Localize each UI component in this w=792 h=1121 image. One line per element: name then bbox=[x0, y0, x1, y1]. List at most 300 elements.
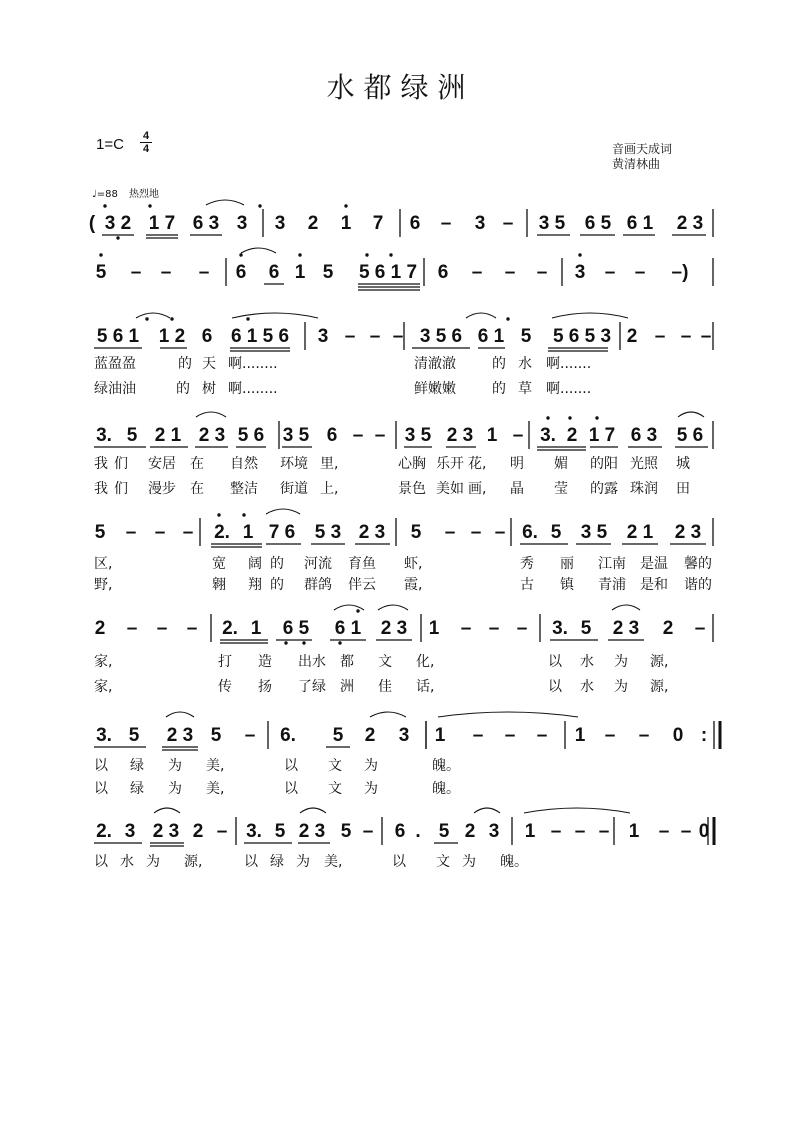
r6a-lyric: 以 bbox=[548, 654, 562, 670]
r4-note: 3. bbox=[96, 425, 112, 446]
r4-note: 3 5 bbox=[404, 425, 432, 446]
r4a-lyric: 的阳 bbox=[590, 456, 618, 472]
r6a-lyric: 为 bbox=[614, 654, 628, 670]
r5-note: – bbox=[470, 522, 482, 543]
r4-note: 2 3 bbox=[446, 425, 474, 446]
lyricist-credit: 音画天成词 bbox=[612, 142, 673, 156]
r8-note: 5 bbox=[340, 821, 352, 842]
r3-note: – bbox=[392, 326, 404, 347]
r5-note: 2. bbox=[214, 522, 230, 543]
r6-note: – bbox=[460, 618, 472, 639]
r1-note: 3 bbox=[274, 213, 286, 234]
slur bbox=[378, 605, 408, 610]
r3b-lyric: 的 bbox=[492, 381, 506, 397]
r7a-lyric: 以 bbox=[94, 758, 108, 774]
r6-note: 2 3 bbox=[612, 618, 640, 639]
r2-note: – bbox=[634, 262, 646, 283]
r1-note: 3 bbox=[474, 213, 486, 234]
r6a-lyric: 出水 bbox=[298, 654, 326, 670]
r3a-lyric: 清澈澈 bbox=[414, 356, 456, 372]
slur bbox=[474, 808, 500, 813]
r4b-lyric: 在 bbox=[190, 481, 204, 497]
r4-note: 5 6 bbox=[237, 425, 265, 446]
r4-note: 2 1 bbox=[154, 425, 182, 446]
r4-note: 5 6 bbox=[676, 425, 704, 446]
r8a-lyric: 源, bbox=[184, 854, 203, 870]
r5-note: 2 3 bbox=[358, 522, 386, 543]
r5a-lyric: 河流 bbox=[304, 556, 332, 572]
r8-note: 3 bbox=[488, 821, 500, 842]
r1-note: 3 bbox=[236, 213, 248, 234]
r4a-lyric: 在 bbox=[190, 456, 204, 472]
r5b-lyric: 是和 bbox=[640, 577, 668, 593]
r7b-lyric: 以 bbox=[284, 781, 298, 797]
time-signature-top: 4 bbox=[142, 130, 150, 142]
r5a-lyric: 虾, bbox=[404, 556, 423, 572]
r5-note: 5 bbox=[550, 522, 562, 543]
r4-note: – bbox=[374, 425, 386, 446]
r5a-lyric: 秀 bbox=[520, 556, 534, 572]
slur bbox=[466, 313, 496, 318]
r8a-lyric: 为 bbox=[296, 854, 310, 870]
r6a-lyric: 造 bbox=[258, 654, 272, 670]
r6a-lyric: 文 bbox=[378, 654, 392, 670]
r8-note: 0 bbox=[698, 821, 710, 842]
r4a-lyric: 花, bbox=[468, 456, 487, 472]
r3-note: – bbox=[700, 326, 712, 347]
tempo-value: ♩=88 bbox=[92, 189, 118, 200]
r5-note: 1 bbox=[242, 522, 254, 543]
octave-dot bbox=[103, 204, 106, 207]
r5-note: 2 1 bbox=[626, 522, 654, 543]
r4b-lyric: 上, bbox=[320, 481, 339, 497]
r7a-lyric: 为 bbox=[168, 758, 182, 774]
r5b-lyric: 青浦 bbox=[598, 577, 626, 593]
r3-note: 6 bbox=[201, 326, 213, 347]
composer-credit: 黄清林曲 bbox=[612, 157, 661, 171]
r4-note: 6 bbox=[326, 425, 338, 446]
r6b-lyric: 以 bbox=[548, 679, 562, 695]
r5-note: – bbox=[444, 522, 456, 543]
octave-dot bbox=[170, 317, 173, 320]
song-title: 水 都 绿 洲 bbox=[326, 71, 466, 104]
octave-dot bbox=[356, 609, 359, 612]
r5b-lyric: 群鸽 bbox=[304, 577, 332, 593]
r8a-lyric: 文 bbox=[436, 854, 450, 870]
slur bbox=[334, 605, 364, 610]
r7-note: 5 bbox=[128, 725, 140, 746]
r3-note: 5 6 1 bbox=[96, 326, 140, 347]
slur bbox=[300, 808, 326, 813]
r4-note: 3 5 bbox=[282, 425, 310, 446]
r7a-lyric: 文 bbox=[328, 758, 342, 774]
r2-note: 5 bbox=[322, 262, 334, 283]
r5-note: 2 3 bbox=[674, 522, 702, 543]
r5a-lyric: 丽 bbox=[560, 556, 574, 572]
r6a-lyric: 水 bbox=[580, 654, 594, 670]
r8a-lyric: 绿 bbox=[270, 854, 284, 870]
r4-note: 2 3 bbox=[198, 425, 226, 446]
slur bbox=[612, 605, 640, 610]
r4b-lyric: 的露 bbox=[590, 481, 618, 497]
r7b-lyric: 为 bbox=[364, 781, 378, 797]
r6b-lyric: 洲 bbox=[340, 679, 354, 695]
r7-note: 0 bbox=[672, 725, 684, 746]
r4b-lyric: 莹 bbox=[554, 481, 568, 497]
r7a-lyric: 绿 bbox=[130, 758, 144, 774]
r4b-lyric: 景色 bbox=[398, 481, 426, 497]
r8-note: – bbox=[680, 821, 692, 842]
r1-note: 2 bbox=[307, 213, 319, 234]
slur bbox=[524, 808, 630, 813]
r6a-lyric: 打 bbox=[218, 654, 232, 670]
r8a-lyric: 水 bbox=[120, 854, 134, 870]
octave-dot bbox=[365, 253, 368, 256]
r4b-lyric: 晶 bbox=[510, 481, 524, 497]
r6b-lyric: 佳 bbox=[378, 679, 392, 695]
r4b-lyric: 田 bbox=[676, 481, 690, 497]
r1-note: 1 bbox=[340, 213, 352, 234]
r4-note: 1 bbox=[486, 425, 498, 446]
r4b-lyric: 我 bbox=[94, 481, 108, 497]
r2-note: 6 bbox=[437, 262, 449, 283]
r3-note: 2 bbox=[626, 326, 638, 347]
r4a-lyric: 自然 bbox=[230, 456, 258, 472]
r5b-lyric: 翱 bbox=[212, 577, 226, 593]
r6a-lyric: 家, bbox=[94, 654, 113, 670]
r6-note: 5 bbox=[580, 618, 592, 639]
r7b-lyric: 美, bbox=[206, 781, 225, 797]
r5a-lyric: 的 bbox=[270, 556, 284, 572]
r5b-lyric: 霞, bbox=[404, 577, 423, 593]
r2-note: – bbox=[536, 262, 548, 283]
r7-note: – bbox=[536, 725, 548, 746]
r8-note: 2 3 bbox=[152, 821, 180, 842]
octave-dot bbox=[546, 416, 549, 419]
r8-note: 2 3 bbox=[298, 821, 326, 842]
r6-note: 1 bbox=[428, 618, 440, 639]
r8a-lyric: 为 bbox=[146, 854, 160, 870]
slur bbox=[241, 248, 276, 253]
r6b-lyric: 源, bbox=[650, 679, 669, 695]
r7b-lyric: 魄。 bbox=[432, 781, 460, 797]
r3-note: 3 bbox=[317, 326, 329, 347]
r4a-lyric: 我 bbox=[94, 456, 108, 472]
slur bbox=[438, 712, 578, 717]
slur bbox=[206, 200, 244, 205]
r1-note: 6 5 bbox=[584, 213, 612, 234]
r4-note: 5 bbox=[126, 425, 138, 446]
r5b-lyric: 古 bbox=[520, 577, 534, 593]
octave-dot bbox=[246, 317, 249, 320]
r6-note: – bbox=[186, 618, 198, 639]
r5-note: 5 bbox=[94, 522, 106, 543]
r7-note: – bbox=[504, 725, 516, 746]
octave-dot bbox=[258, 204, 261, 207]
r5b-lyric: 谐的 bbox=[684, 577, 712, 593]
octave-dot bbox=[239, 253, 242, 256]
r3b-lyric: 的 bbox=[176, 381, 190, 397]
r8-note: – bbox=[216, 821, 228, 842]
r4b-lyric: 画, bbox=[468, 481, 487, 497]
r7b-lyric: 文 bbox=[328, 781, 342, 797]
slur bbox=[266, 509, 300, 514]
r5a-lyric: 是温 bbox=[640, 556, 668, 572]
r3a-lyric: 的 bbox=[492, 356, 506, 372]
r3-note: 3 5 6 bbox=[419, 326, 463, 347]
octave-dot bbox=[99, 253, 102, 256]
r8-note: 5 bbox=[438, 821, 450, 842]
r6-note: 2 bbox=[662, 618, 674, 639]
r7b-lyric: 绿 bbox=[130, 781, 144, 797]
r7-note: – bbox=[244, 725, 256, 746]
r8-note: – bbox=[362, 821, 374, 842]
octave-dot bbox=[506, 317, 509, 320]
r4a-lyric: 媚 bbox=[554, 456, 568, 472]
r7-note: 2 bbox=[364, 725, 376, 746]
r3a-lyric: 啊....... bbox=[546, 356, 592, 372]
r1-note: – bbox=[440, 213, 452, 234]
r3-note: – bbox=[344, 326, 356, 347]
r6b-lyric: 扬 bbox=[258, 679, 272, 695]
r4a-lyric: 光照 bbox=[630, 456, 658, 472]
r2-note: 3 bbox=[574, 262, 586, 283]
octave-dot bbox=[344, 204, 347, 207]
r2-note: – bbox=[130, 262, 142, 283]
r5-note: – bbox=[182, 522, 194, 543]
r3-note: – bbox=[680, 326, 692, 347]
r5-note: 5 3 bbox=[314, 522, 342, 543]
r7-note: 3. bbox=[96, 725, 112, 746]
r1-note: 6 bbox=[409, 213, 421, 234]
r1-note: 6 1 bbox=[626, 213, 654, 234]
key-signature: 1=C bbox=[96, 136, 124, 153]
r7-note: 5 bbox=[210, 725, 222, 746]
r4a-lyric: 们 bbox=[114, 456, 128, 472]
r8a-lyric: 以 bbox=[392, 854, 406, 870]
r8-note: – bbox=[658, 821, 670, 842]
r8-note: 1 bbox=[524, 821, 536, 842]
octave-dot bbox=[338, 641, 341, 644]
r4-note: 6 3 bbox=[630, 425, 658, 446]
r1-note: 1 7 bbox=[148, 213, 176, 234]
r4-note: – bbox=[352, 425, 364, 446]
octave-dot bbox=[302, 641, 305, 644]
octave-dot bbox=[568, 416, 571, 419]
r3a-lyric: 蓝盈盈 bbox=[94, 356, 136, 372]
slur bbox=[136, 313, 170, 318]
slur bbox=[678, 412, 704, 417]
r4a-lyric: 里, bbox=[320, 456, 339, 472]
octave-dot bbox=[148, 204, 151, 207]
r2-note: – bbox=[198, 262, 210, 283]
octave-dot bbox=[578, 253, 581, 256]
r7-note: : bbox=[700, 725, 708, 746]
r8-note: 6 bbox=[394, 821, 406, 842]
r5-note: 7 6 bbox=[268, 522, 296, 543]
r3b-lyric: 啊........ bbox=[228, 381, 278, 397]
r6-note: 2 3 bbox=[380, 618, 408, 639]
r2-note: 5 6 1 7 bbox=[358, 262, 418, 283]
r2-note: – bbox=[504, 262, 516, 283]
r8a-lyric: 美, bbox=[324, 854, 343, 870]
r2-note: –) bbox=[671, 262, 689, 283]
r4a-lyric: 城 bbox=[676, 456, 690, 472]
r7a-lyric: 以 bbox=[284, 758, 298, 774]
r2-note: 5 bbox=[95, 262, 107, 283]
r6b-lyric: 话, bbox=[416, 679, 435, 695]
r5-note: 3 5 bbox=[580, 522, 608, 543]
r2-note: – bbox=[160, 262, 172, 283]
slur bbox=[196, 412, 226, 417]
r3b-lyric: 啊....... bbox=[546, 381, 592, 397]
octave-dot bbox=[217, 513, 220, 516]
r8-note: 1 bbox=[628, 821, 640, 842]
r8-note: 2 bbox=[192, 821, 204, 842]
octave-dot bbox=[116, 236, 119, 239]
octave-dot bbox=[389, 253, 392, 256]
r5-note: 5 bbox=[410, 522, 422, 543]
r4b-lyric: 街道 bbox=[280, 481, 308, 497]
r2-note: 6 bbox=[235, 262, 247, 283]
r8a-lyric: 为 bbox=[462, 854, 476, 870]
r7a-lyric: 为 bbox=[364, 758, 378, 774]
r5b-lyric: 翔 bbox=[248, 577, 262, 593]
r6-note: 1 bbox=[250, 618, 262, 639]
r1-note: – bbox=[502, 213, 514, 234]
r7-note: – bbox=[638, 725, 650, 746]
r8a-lyric: 以 bbox=[94, 854, 108, 870]
r6b-lyric: 了绿 bbox=[298, 679, 326, 695]
r6a-lyric: 化, bbox=[416, 654, 435, 670]
r3b-lyric: 树 bbox=[202, 381, 216, 397]
r4b-lyric: 整洁 bbox=[230, 481, 258, 497]
octave-dot bbox=[595, 416, 598, 419]
r8-note: 3 bbox=[124, 821, 136, 842]
r5a-lyric: 馨的 bbox=[684, 556, 712, 572]
octave-dot bbox=[242, 513, 245, 516]
r3-note: 5 bbox=[520, 326, 532, 347]
r3-note: 1 2 bbox=[158, 326, 186, 347]
r4a-lyric: 乐开 bbox=[436, 456, 464, 472]
r6-note: – bbox=[126, 618, 138, 639]
slur bbox=[154, 808, 180, 813]
r1-note: 6 3 bbox=[192, 213, 220, 234]
r5-note: – bbox=[494, 522, 506, 543]
r3b-lyric: 绿油油 bbox=[94, 381, 136, 397]
r6-note: 2. bbox=[222, 618, 238, 639]
r6a-lyric: 源, bbox=[650, 654, 669, 670]
r5a-lyric: 江南 bbox=[598, 556, 626, 572]
r3b-lyric: 草 bbox=[518, 381, 532, 397]
r3a-lyric: 水 bbox=[518, 356, 532, 372]
tempo-marking: 热烈地 bbox=[129, 189, 160, 200]
r7-note: – bbox=[472, 725, 484, 746]
r7-note: – bbox=[604, 725, 616, 746]
r4a-lyric: 明 bbox=[510, 456, 524, 472]
r3a-lyric: 天 bbox=[202, 356, 216, 372]
r6-note: – bbox=[694, 618, 706, 639]
r5-note: 6. bbox=[522, 522, 538, 543]
r4b-lyric: 美如 bbox=[436, 481, 464, 497]
octave-dot bbox=[298, 253, 301, 256]
r2-note: 6 bbox=[268, 262, 280, 283]
r1-note: 7 bbox=[372, 213, 384, 234]
r6b-lyric: 水 bbox=[580, 679, 594, 695]
r6a-lyric: 都 bbox=[340, 654, 354, 670]
r6-note: 6 5 bbox=[282, 618, 310, 639]
r8-note: . bbox=[415, 821, 421, 842]
r6-note: – bbox=[488, 618, 500, 639]
r8-note: 2. bbox=[96, 821, 112, 842]
r7-note: 6. bbox=[280, 725, 296, 746]
r7-note: 1 bbox=[574, 725, 586, 746]
r2-note: – bbox=[471, 262, 483, 283]
r8-note: – bbox=[598, 821, 610, 842]
r8-note: – bbox=[550, 821, 562, 842]
r5b-lyric: 的 bbox=[270, 577, 284, 593]
r2-note: 1 bbox=[294, 262, 306, 283]
r6-note: 6 1 bbox=[334, 618, 362, 639]
r6-note: 3. bbox=[552, 618, 568, 639]
r4a-lyric: 环境 bbox=[280, 456, 308, 472]
r8-note: 3. bbox=[246, 821, 262, 842]
r5-note: – bbox=[154, 522, 166, 543]
r3-note: – bbox=[654, 326, 666, 347]
r5b-lyric: 伴云 bbox=[348, 577, 376, 593]
r4b-lyric: 珠润 bbox=[630, 481, 658, 497]
slur bbox=[552, 313, 628, 318]
r5-note: – bbox=[125, 522, 137, 543]
r7a-lyric: 美, bbox=[206, 758, 225, 774]
r5a-lyric: 区, bbox=[94, 556, 113, 572]
r5b-lyric: 镇 bbox=[560, 577, 574, 593]
r3a-lyric: 的 bbox=[178, 356, 192, 372]
r4-note: 2 bbox=[566, 425, 578, 446]
r3a-lyric: 啊........ bbox=[228, 356, 278, 372]
r5b-lyric: 野, bbox=[94, 577, 113, 593]
r7b-lyric: 为 bbox=[168, 781, 182, 797]
octave-dot bbox=[145, 317, 148, 320]
r8a-lyric: 以 bbox=[244, 854, 258, 870]
r3-note: – bbox=[369, 326, 381, 347]
r5a-lyric: 阔 bbox=[248, 556, 262, 572]
r5a-lyric: 育鱼 bbox=[348, 556, 376, 572]
r3-note: 5 6 5 3 bbox=[552, 326, 612, 347]
r2-note: – bbox=[604, 262, 616, 283]
r6b-lyric: 为 bbox=[614, 679, 628, 695]
r4a-lyric: 安居 bbox=[148, 456, 176, 472]
r8-note: – bbox=[574, 821, 586, 842]
time-signature-bottom: 4 bbox=[142, 143, 150, 155]
r6-note: – bbox=[516, 618, 528, 639]
r7-note: 1 bbox=[434, 725, 446, 746]
r7-note: 5 bbox=[332, 725, 344, 746]
r4b-lyric: 漫步 bbox=[148, 481, 176, 497]
r4-note: 1 7 bbox=[588, 425, 616, 446]
r4-note: 3. bbox=[540, 425, 556, 446]
r8-note: 5 bbox=[274, 821, 286, 842]
r3b-lyric: 鲜嫩嫩 bbox=[414, 381, 456, 397]
r4a-lyric: 心胸 bbox=[398, 456, 426, 472]
r7-note: 3 bbox=[398, 725, 410, 746]
r3-note: 6 1 bbox=[477, 326, 505, 347]
slur bbox=[370, 712, 406, 717]
r6-note: 2 bbox=[94, 618, 106, 639]
r8a-lyric: 魄。 bbox=[500, 854, 528, 870]
r6b-lyric: 家, bbox=[94, 679, 113, 695]
r4b-lyric: 们 bbox=[114, 481, 128, 497]
